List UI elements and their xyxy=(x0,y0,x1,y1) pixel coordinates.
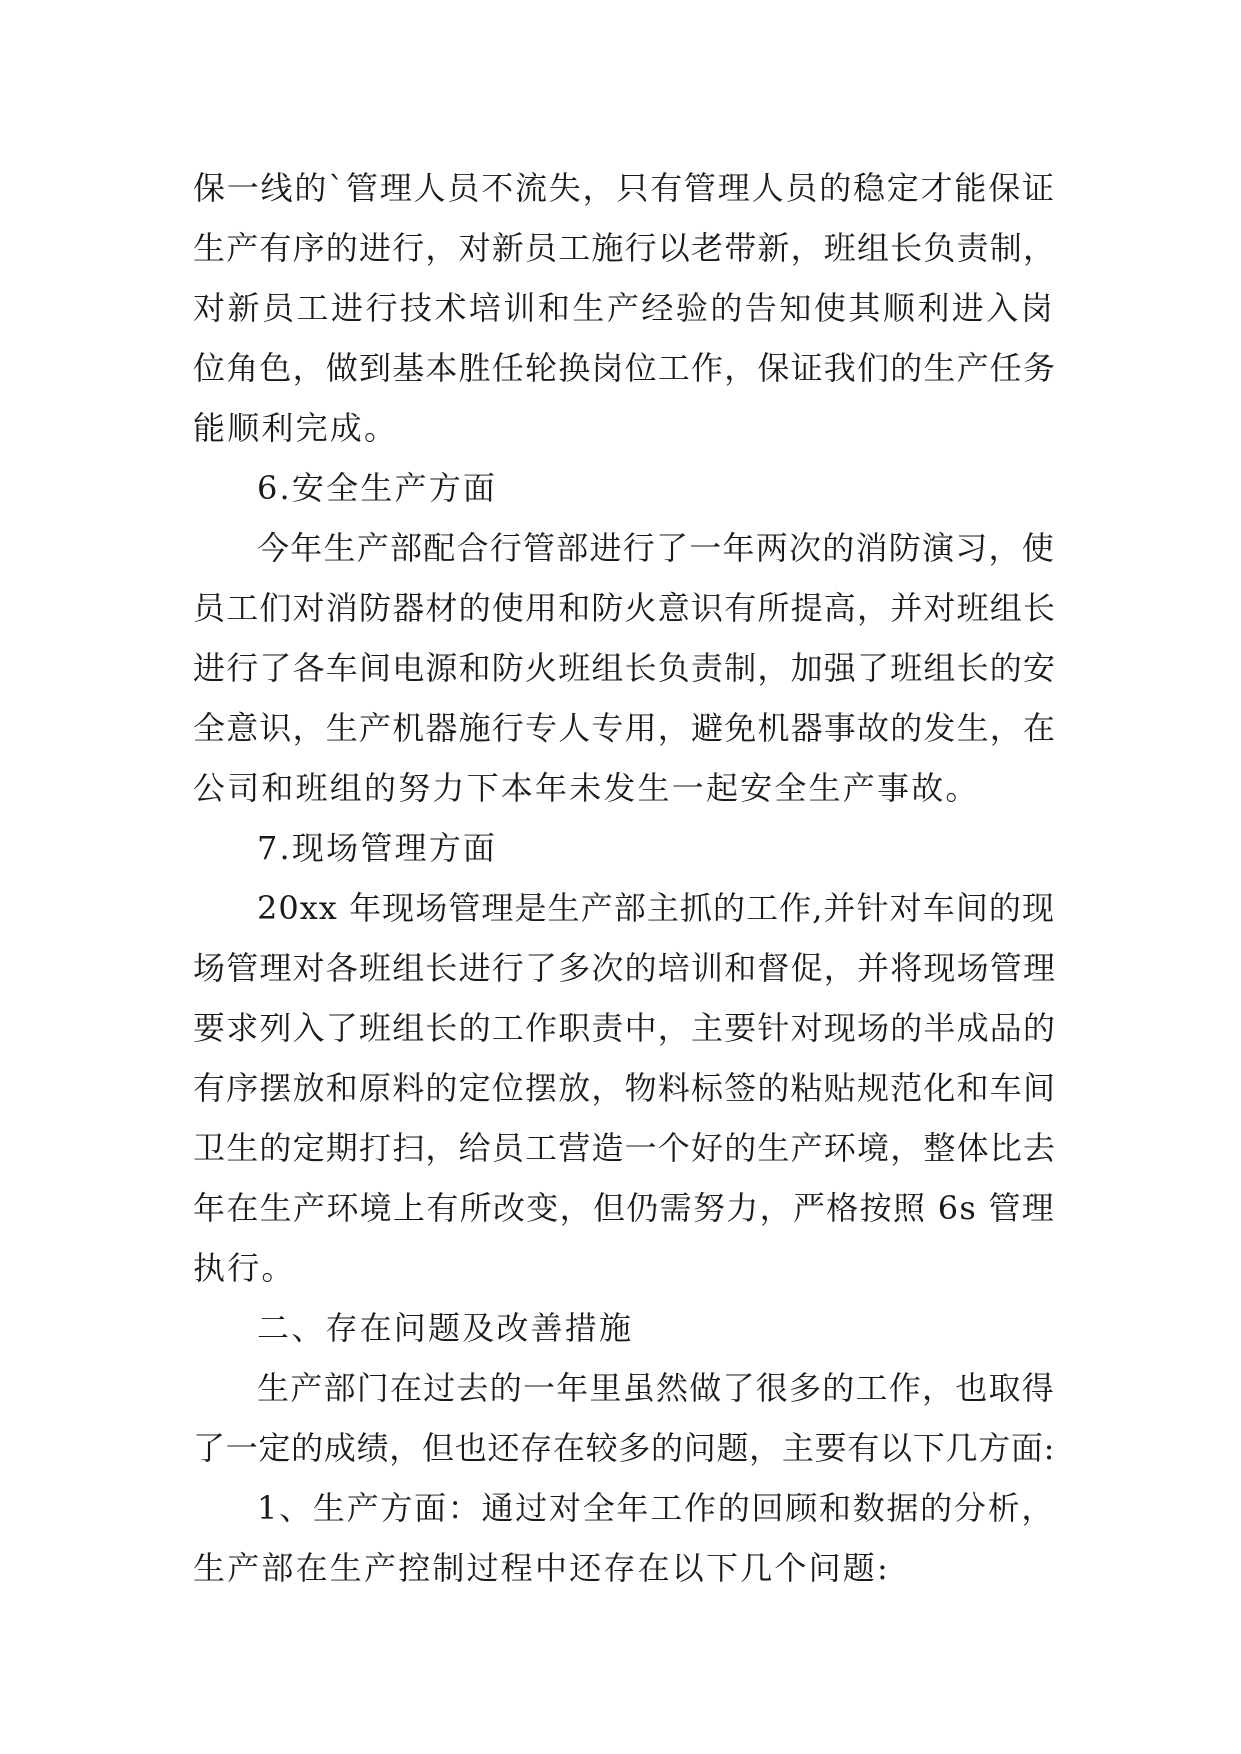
text-line: 要求列入了班组长的工作职责中，主要针对现场的半成品的 xyxy=(193,1009,1057,1047)
text-line: 进行了各车间电源和防火班组长负责制，加强了班组长的安 xyxy=(193,649,1057,687)
text-line: 1、生产方面：通过对全年工作的回顾和数据的分析， xyxy=(257,1489,1055,1527)
text-line: 执行。 xyxy=(193,1249,296,1287)
text-line: 卫生的定期打扫，给员工营造一个好的生产环境，整体比去 xyxy=(193,1129,1057,1167)
text-line: 有序摆放和原料的定位摆放，物料标签的粘贴规范化和车间 xyxy=(193,1069,1057,1107)
text-line: 场管理对各班组长进行了多次的培训和督促，并将现场管理 xyxy=(193,949,1057,987)
section-heading: 二、存在问题及改善措施 xyxy=(257,1309,634,1347)
text-line: 对新员工进行技术培训和生产经验的告知使其顺利进入岗 xyxy=(193,289,1055,327)
text-line: 生产部门在过去的一年里虽然做了很多的工作，也取得 xyxy=(257,1369,1055,1407)
text-line: 生产有序的进行，对新员工施行以老带新，班组长负责制， xyxy=(193,229,1057,267)
text-line: 全意识，生产机器施行专人专用，避免机器事故的发生，在 xyxy=(193,709,1057,747)
section-heading: 6.安全生产方面 xyxy=(257,469,498,507)
text-line: 年在生产环境上有所改变，但仍需努力，严格按照 6s 管理 xyxy=(193,1189,1055,1227)
text-line: 生产部在生产控制过程中还存在以下几个问题: xyxy=(193,1549,890,1587)
text-line: 今年生产部配合行管部进行了一年两次的消防演习，使 xyxy=(257,529,1055,567)
text-line: 位角色，做到基本胜任轮换岗位工作，保证我们的生产任务 xyxy=(193,349,1057,387)
text-line: 能顺利完成。 xyxy=(193,409,399,447)
text-line: 员工们对消防器材的使用和防火意识有所提高，并对班组长 xyxy=(193,589,1057,627)
body-text xyxy=(193,158,1055,1598)
text-line: 公司和班组的努力下本年未发生一起安全生产事故。 xyxy=(193,769,980,807)
text-line: 保一线的`管理人员不流失，只有管理人员的稳定才能保证 xyxy=(193,169,1056,207)
text-line: 20xx 年现场管理是生产部主抓的工作,并针对车间的现 xyxy=(257,889,1055,927)
text-line: 了一定的成绩，但也还存在较多的问题，主要有以下几方面: xyxy=(193,1429,1055,1467)
section-heading: 7.现场管理方面 xyxy=(257,829,498,867)
